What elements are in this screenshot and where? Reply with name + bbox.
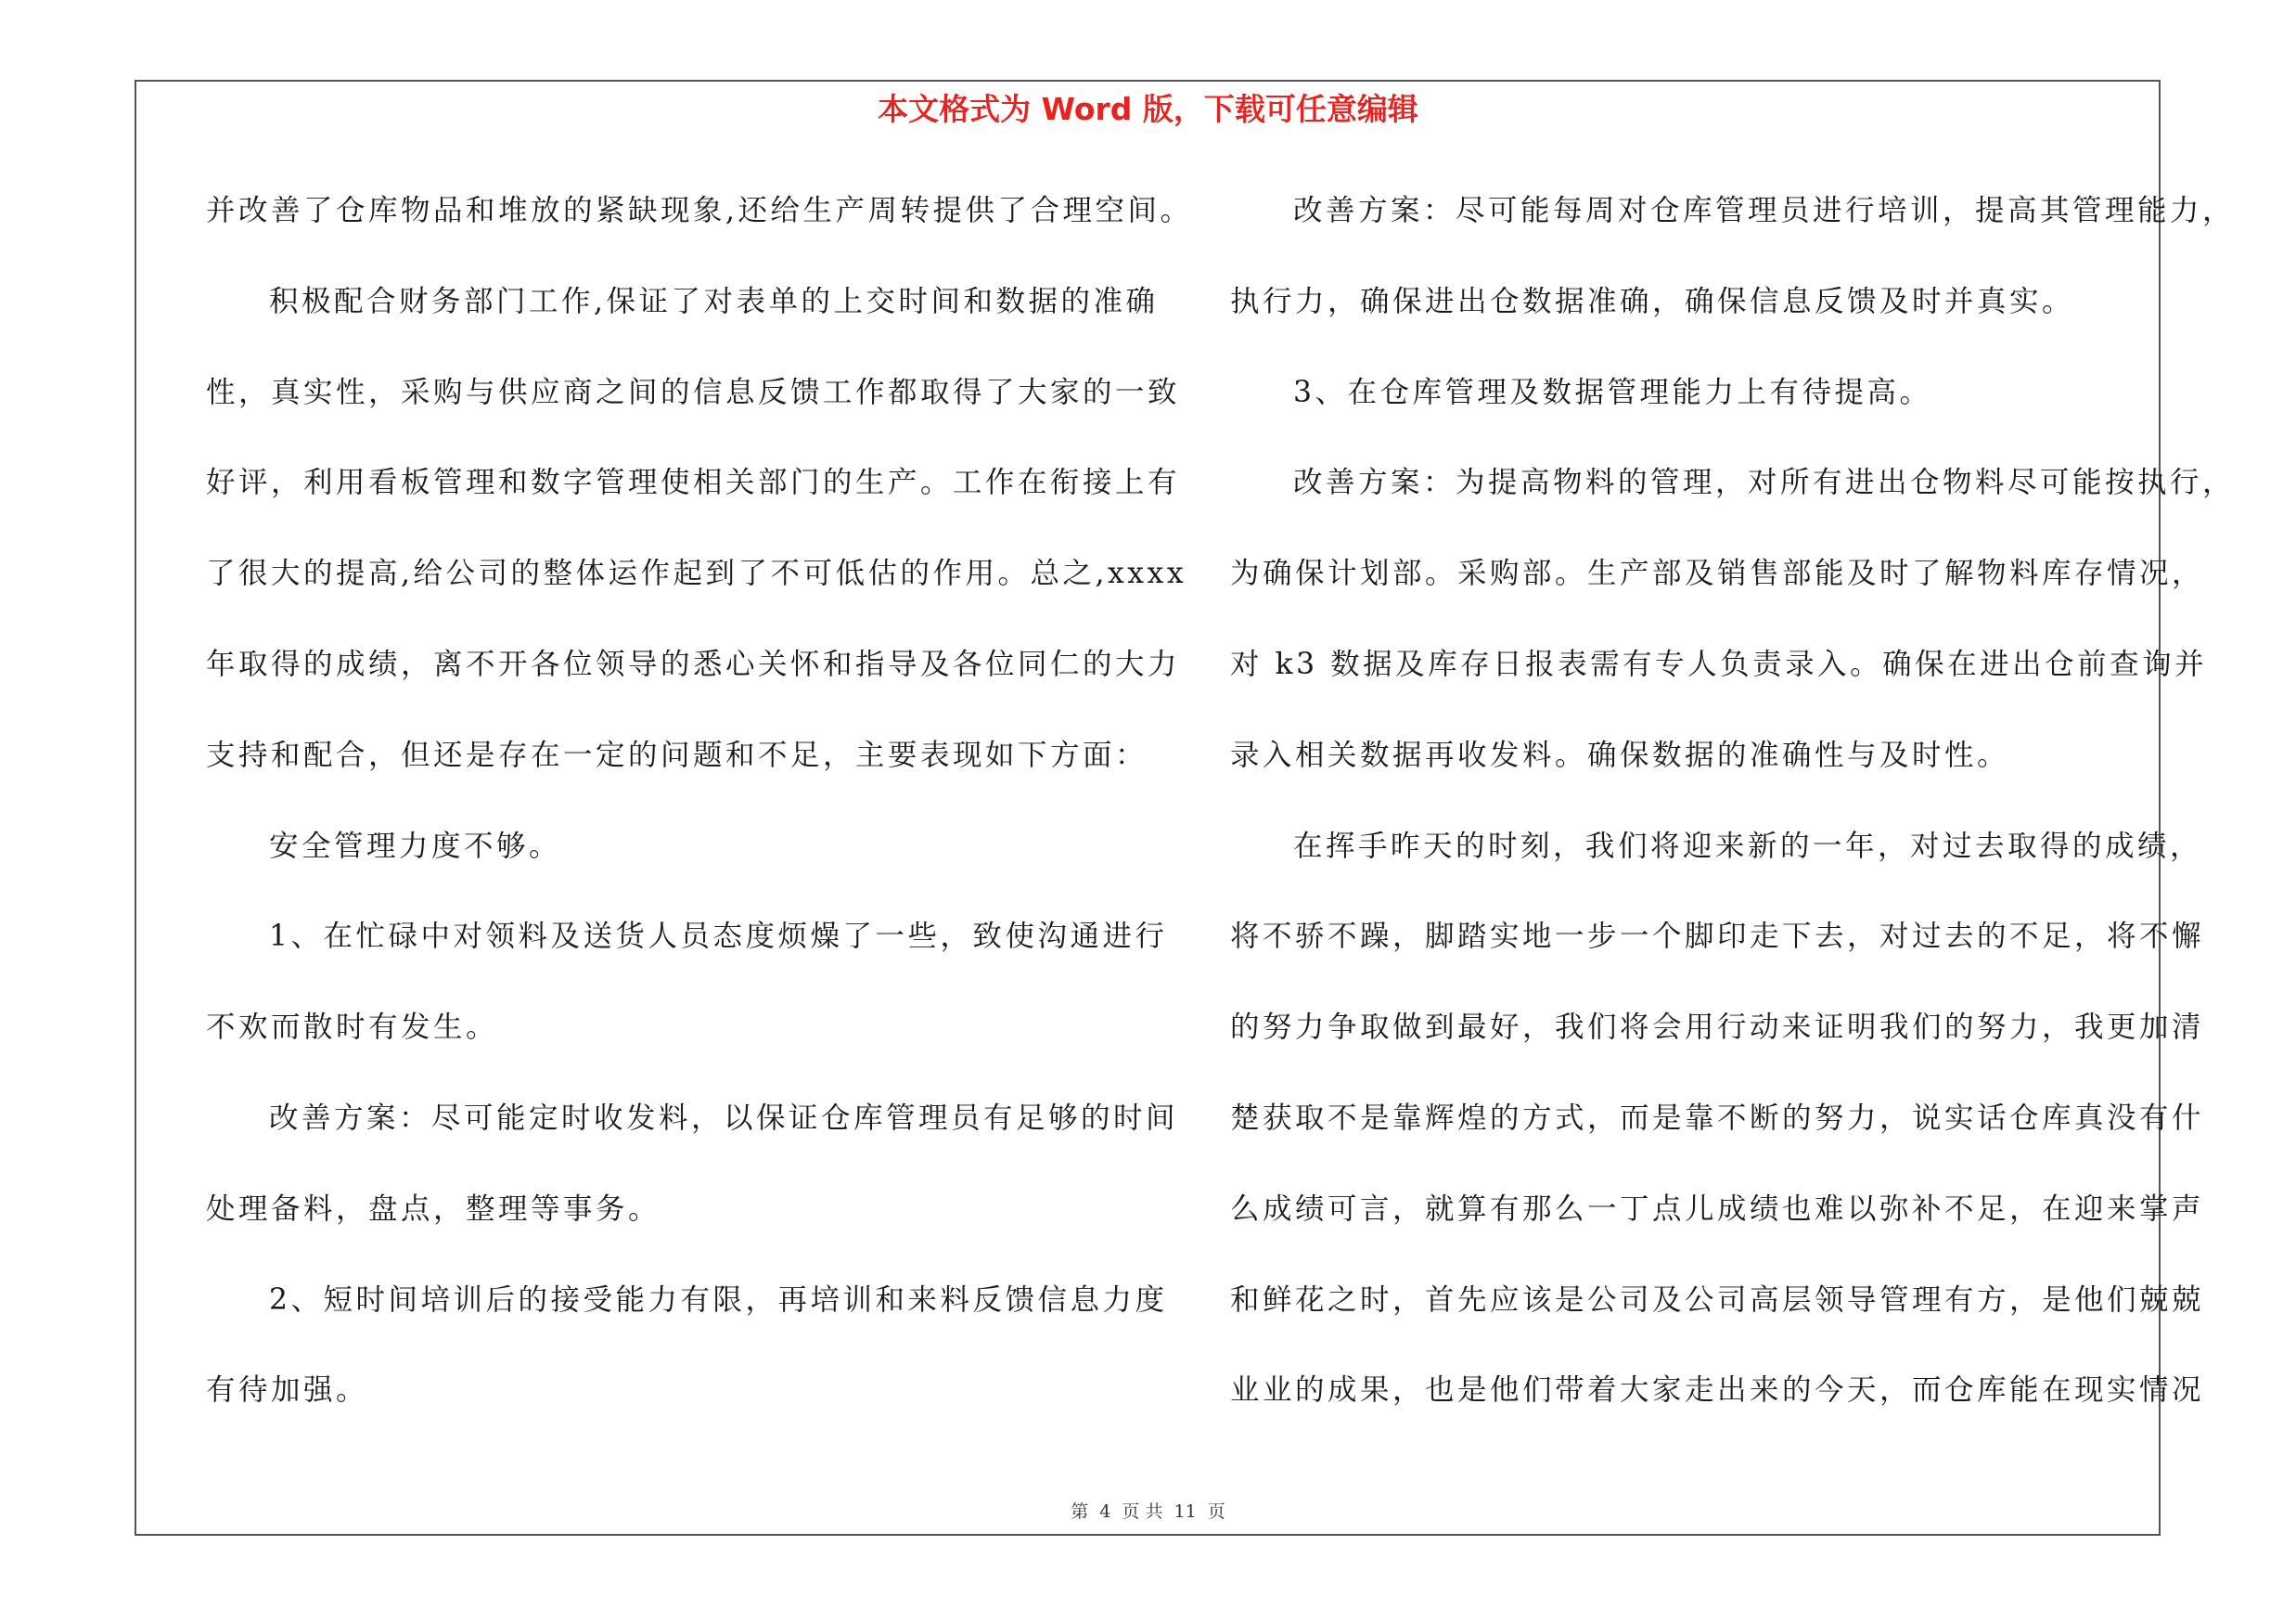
text-line: 不欢而散时有发生。 [206,1011,499,1045]
text-line: 为确保计划部。采购部。生产部及销售部能及时了解物料库存情况， [1230,557,2205,591]
text-line: 安全管理力度不够。 [269,829,562,863]
footer-total-pages: 11 [1174,1501,1197,1522]
text-line: 和鲜花之时，首先应该是公司及公司高层领导管理有方，是他们兢兢 [1230,1282,2205,1317]
text-line: 并改善了仓库物品和堆放的紧缺现象,还给生产周转提供了合理空间。 [206,194,1193,227]
footer-middle: 页 共 [1122,1501,1163,1522]
text-line: 将不骄不躁，脚踏实地一步一个脚印走下去，对过去的不足，将不懈 [1230,920,2205,954]
text-line: 3、在仓库管理及数据管理能力上有待提高。 [1293,375,1932,409]
text-line: 楚获取不是靠辉煌的方式，而是靠不断的努力，说实话仓库真没有什 [1230,1101,2205,1135]
text-line: 好评，利用看板管理和数字管理使相关部门的生产。工作在衔接上有 [206,466,1181,500]
left-column [206,190,1193,1461]
text-line: 业业的成果，也是他们带着大家走出来的今天，而仓库能在现实情况 [1230,1373,2205,1408]
footer-suffix: 页 [1207,1501,1225,1522]
text-line: 年取得的成绩，离不开各位领导的悉心关怀和指导及各位同仁的大力 [206,647,1181,681]
page-footer [0,1498,2296,1523]
text-line: 性，真实性，采购与供应商之间的信息反馈工作都取得了大家的一致 [206,375,1181,409]
footer-current-page: 4 [1099,1501,1111,1522]
text-line: 执行力，确保进出仓数据准确，确保信息反馈及时并真实。 [1230,284,2075,318]
text-line: 录入相关数据再收发料。确保数据的准确性与及时性。 [1230,738,2010,772]
text-line: 积极配合财务部门工作,保证了对表单的上交时间和数据的准确 [269,284,1159,318]
text-line: 了很大的提高,给公司的整体运作起到了不可低估的作用。总之,xxxx [206,557,1187,591]
text-line: 1、在忙碌中对领料及送货人员态度烦燥了一些，致使沟通进行 [269,920,1168,954]
text-line: 2、短时间培训后的接受能力有限，再培训和来料反馈信息力度 [269,1282,1168,1317]
text-line: 改善方案：尽可能定时收发料，以保证仓库管理员有足够的时间 [269,1101,1179,1135]
footer-prefix: 第 [1071,1501,1089,1522]
text-line: 么成绩可言，就算有那么一丁点儿成绩也难以弥补不足，在迎来掌声 [1230,1191,2205,1226]
text-line: 支持和配合，但还是存在一定的问题和不足，主要表现如下方面： [206,738,1148,772]
text-line: 改善方案：为提高物料的管理，对所有进出仓物料尽可能按执行， [1293,466,2236,500]
text-line: 改善方案：尽可能每周对仓库管理员进行培训，提高其管理能力， [1293,194,2236,227]
right-column [1230,190,2236,1461]
text-line: 的努力争取做到最好，我们将会用行动来证明我们的努力，我更加清 [1230,1011,2205,1045]
text-line: 处理备料，盘点，整理等事务。 [206,1191,661,1226]
text-line: 有待加强。 [206,1373,369,1408]
text-line: 对 k3 数据及库存日报表需有专人负责录入。确保在进出仓前查询并 [1230,647,2208,681]
text-line: 在挥手昨天的时刻，我们将迎来新的一年，对过去取得的成绩， [1293,829,2203,863]
header-banner: 本文格式为 Word 版，下载可任意编辑 [878,91,1418,127]
